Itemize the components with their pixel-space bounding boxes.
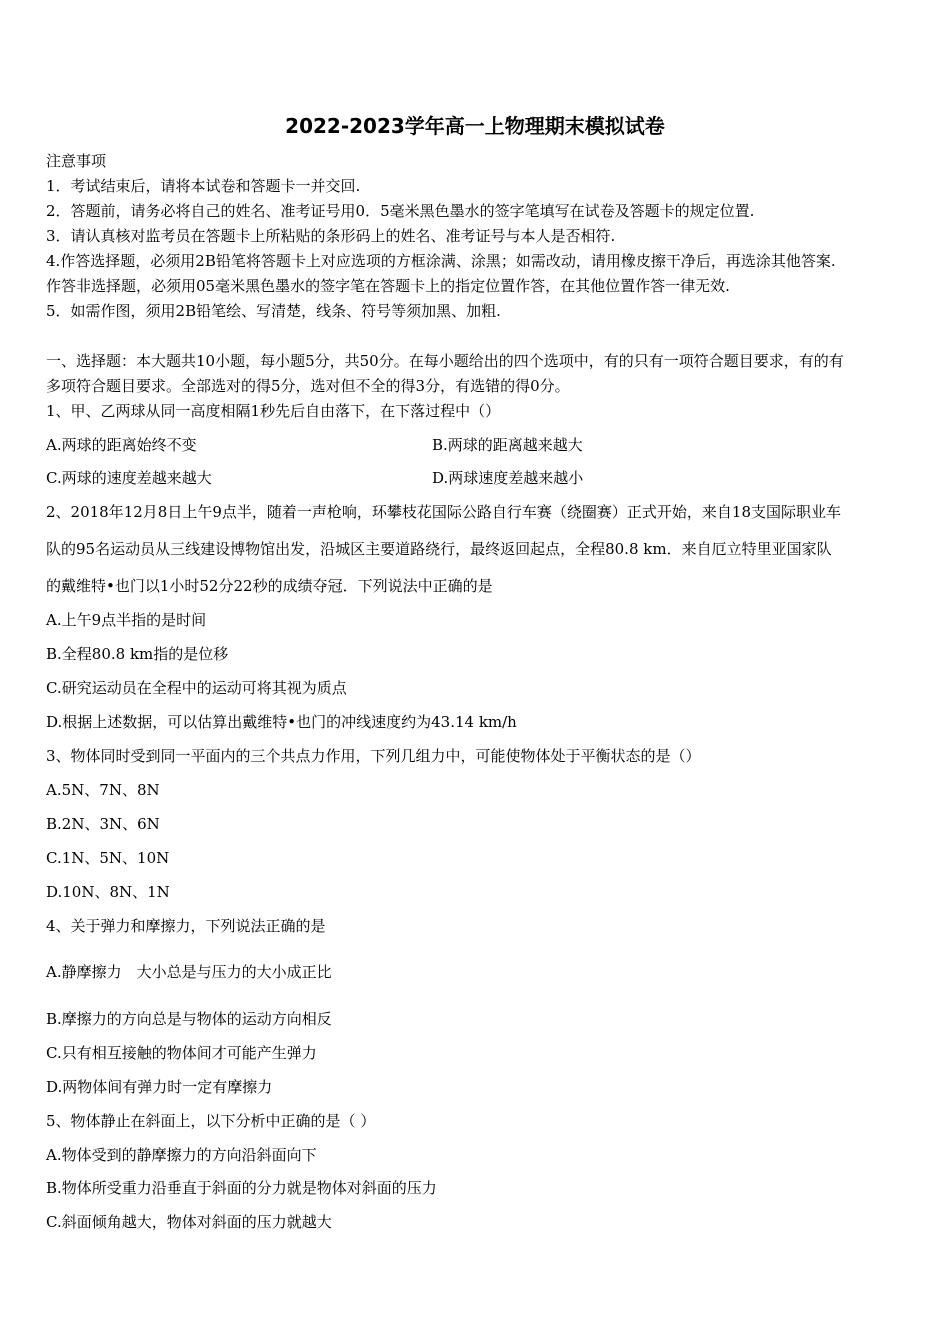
notice-item-5: 5．如需作图，须用2B铅笔绘、写清楚，线条、符号等须加黑、加粗. xyxy=(46,302,501,320)
q4-option-c: C.只有相互接触的物体间才可能产生弹力 xyxy=(46,1044,317,1062)
exam-title: 2022-2023学年高一上物理期末模拟试卷 xyxy=(285,114,665,138)
q3-option-d: D.10N、8N、1N xyxy=(46,883,170,901)
notice-item-3: 3．请认真核对监考员在答题卡上所粘贴的条形码上的姓名、准考证号与本人是否相符. xyxy=(46,227,616,245)
section-intro-line-1: 一、选择题：本大题共10小题，每小题5分，共50分。在每小题给出的四个选项中，有的只有一项符合题目要求，有的有 xyxy=(46,352,844,370)
q2-option-b: B.全程80.8 km指的是位移 xyxy=(46,645,229,663)
notice-item-4: 4.作答选择题，必须用2B铅笔将答题卡上对应选项的方框涂满、涂黑；如需改动，请用橡皮擦干净后，再选涂其他答案. xyxy=(46,252,836,270)
q3-option-a: A.5N、7N、8N xyxy=(46,781,160,799)
q1-stem: 1、甲、乙两球从同一高度相隔1秒先后自由落下，在下落过程中（） xyxy=(46,402,501,420)
q4-stem: 4、关于弹力和摩擦力，下列说法正确的是 xyxy=(46,917,326,935)
q5-option-a: A.物体受到的静摩擦力的方向沿斜面向下 xyxy=(46,1146,317,1164)
q4-option-a: A.静摩擦力 大小总是与压力的大小成正比 xyxy=(46,963,332,981)
q3-option-c: C.1N、5N、10N xyxy=(46,849,170,867)
q2-option-d: D.根据上述数据，可以估算出戴维特•也门的冲线速度约为43.14 km/h xyxy=(46,713,517,731)
notice-item-4-cont: 作答非选择题，必须用05毫米黑色墨水的签字笔在答题卡上的指定位置作答，在其他位置作答一律无效. xyxy=(46,277,730,295)
notice-heading: 注意事项 xyxy=(46,152,107,170)
section-intro-line-2: 多项符合题目要求。全部选对的得5分，选对但不全的得3分，有选错的得0分。 xyxy=(46,377,570,395)
q4-option-b: B.摩擦力的方向总是与物体的运动方向相反 xyxy=(46,1010,332,1028)
q1-option-d: D.两球速度差越来越小 xyxy=(432,469,584,487)
q3-option-b: B.2N、3N、6N xyxy=(46,815,160,833)
q5-option-c: C.斜面倾角越大，物体对斜面的压力就越大 xyxy=(46,1213,332,1231)
notice-item-1: 1．考试结束后，请将本试卷和答题卡一并交回. xyxy=(46,177,361,195)
q1-option-c: C.两球的速度差越来越大 xyxy=(46,469,212,487)
q2-option-a: A.上午9点半指的是时间 xyxy=(46,611,207,629)
notice-item-2: 2．答题前，请务必将自己的姓名、准考证号用0．5毫米黑色墨水的签字笔填写在试卷及答题卡的规定位置. xyxy=(46,202,755,220)
q1-option-a: A.两球的距离始终不变 xyxy=(46,436,197,454)
q5-stem: 5、物体静止在斜面上，以下分析中正确的是（ ） xyxy=(46,1112,376,1130)
q2-stem-line-2: 队的95名运动员从三线建设博物馆出发，沿城区主要道路绕行，最终返回起点，全程80.8 km．来自厄立特里亚国家队 xyxy=(46,540,832,558)
q4-option-d: D.两物体间有弹力时一定有摩擦力 xyxy=(46,1078,273,1096)
q1-option-b: B.两球的距离越来越大 xyxy=(432,436,583,454)
q2-stem-line-3: 的戴维特•也门以1小时52分22秒的成绩夺冠．下列说法中正确的是 xyxy=(46,577,493,595)
q2-option-c: C.研究运动员在全程中的运动可将其视为质点 xyxy=(46,679,347,697)
q2-stem-line-1: 2、2018年12月8日上午9点半，随着一声枪响，环攀枝花国际公路自行车赛（绕圈赛）正式开始，来自18支国际职业车 xyxy=(46,503,841,521)
q3-stem: 3、物体同时受到同一平面内的三个共点力作用，下列几组力中，可能使物体处于平衡状态的是（） xyxy=(46,747,701,765)
q5-option-b: B.物体所受重力沿垂直于斜面的分力就是物体对斜面的压力 xyxy=(46,1179,437,1197)
